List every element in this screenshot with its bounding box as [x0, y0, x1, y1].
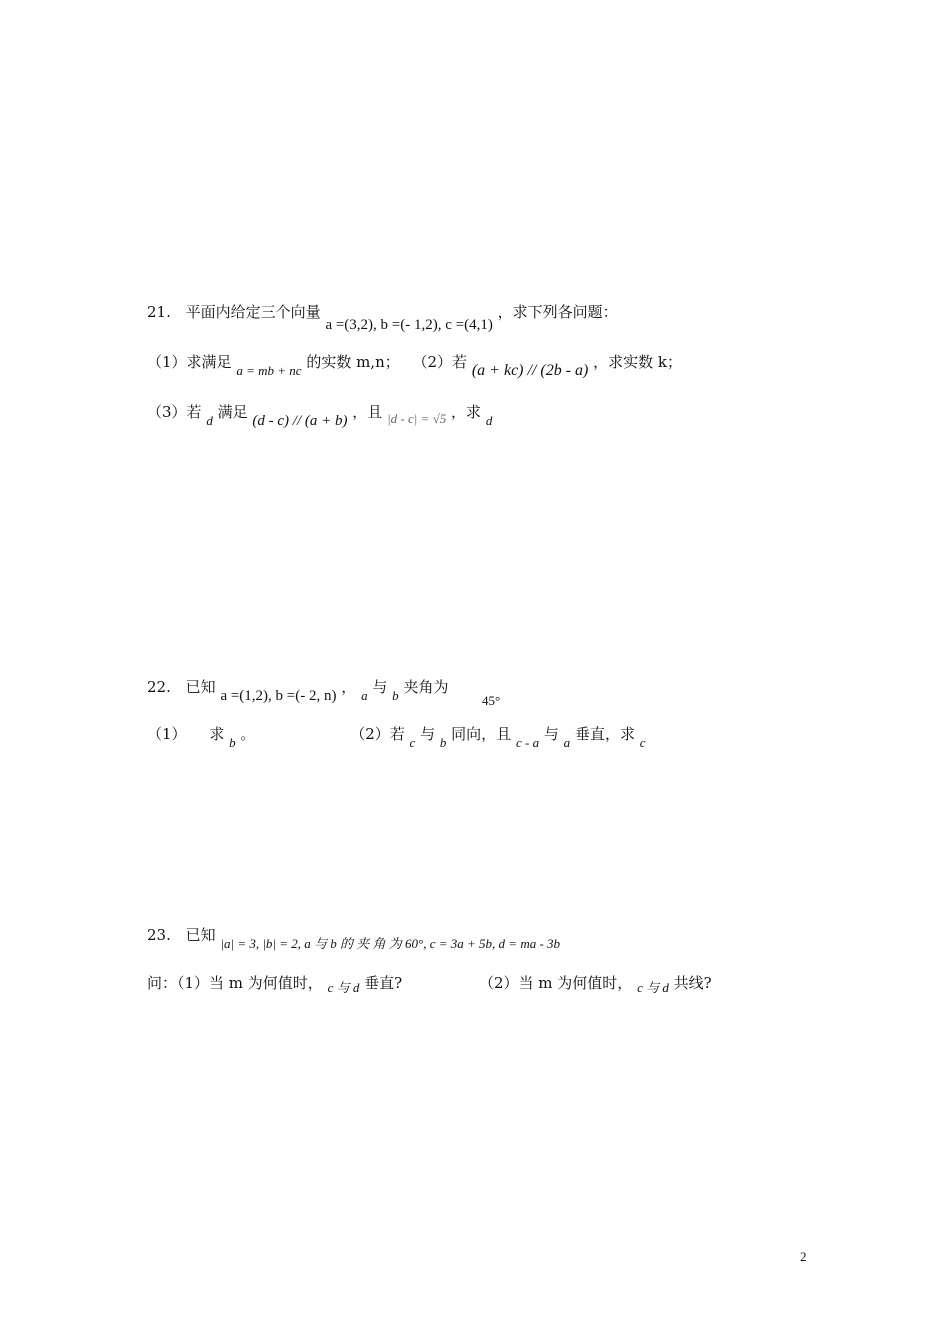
q22-p2-with: 与 [420, 725, 436, 743]
q23-p2-end: 共线? [673, 974, 712, 992]
q21-p3-norm: |d - c| = √5 [387, 411, 447, 426]
q22-angle-text: 夹角为 [403, 678, 449, 696]
q21-p2-expr: (a + kc) // (2b - a) [471, 362, 589, 379]
q23-line2 [147, 973, 712, 994]
q21-ask: ，求下列各问题： [497, 303, 618, 321]
q22-p1-ask: 求 [209, 725, 225, 743]
q22-p1-end: 。 [240, 725, 256, 743]
q23-ask-label: 问：（1）当 m 为何值时， [147, 974, 323, 992]
q22-stem: 已知 [185, 678, 216, 696]
q23-p2-label: （2）当 m 为何值时， [478, 974, 633, 992]
page-number: 2 [800, 1249, 807, 1264]
q21-line2 [147, 352, 683, 379]
q21-line3 [147, 402, 493, 429]
q23-p2-expr: c 与 d [637, 980, 669, 995]
q22-p2-label: （2）若 [350, 725, 405, 743]
q22-p2-end: c [639, 735, 646, 750]
q22-number: 22. [147, 678, 171, 696]
q22-with: 与 [372, 678, 388, 696]
q21-p2-label: （2）若 [412, 353, 468, 371]
q22-p1-label: （1） [147, 725, 187, 743]
q23-p1-end: 垂直? [364, 974, 403, 992]
q22-p1-var: b [229, 735, 236, 750]
q22-p2-with2: 与 [543, 725, 559, 743]
q21-stem: 平面内给定三个向量 [185, 303, 321, 321]
q22-vectors: a =(1,2), b =(- 2, n) [220, 688, 337, 704]
q21-p1-label: （1）求满足 [147, 353, 232, 371]
q22-p2-c: c [409, 735, 416, 750]
q22-p2-a: a [563, 735, 571, 750]
q22-comma: ， [341, 678, 357, 696]
q22-b: b [392, 688, 399, 703]
q22-p2-expr: c - a [515, 735, 540, 750]
q22-p2-perp: 垂直，求 [574, 725, 635, 743]
q21-p3-mid: 满足 [217, 403, 248, 421]
q21-p3-ask: ，求 [451, 403, 482, 421]
q23-number: 23. [147, 926, 171, 944]
q21-p3-end: d [485, 413, 493, 428]
q21-p2-tail: ，求实数 k； [593, 353, 683, 371]
q21-p3-and: ，且 [352, 403, 383, 421]
q23-conditions: |a| = 3, |b| = 2, a 与 b 的 夹 角 为 60°, c = 3a + 5b, d = ma - 3b [220, 936, 561, 951]
q22-line2 [147, 724, 646, 750]
q21-p3-var: d [206, 413, 213, 428]
q23-stem: 已知 [185, 926, 216, 944]
q21-p3-label: （3）若 [147, 403, 202, 421]
q22-p2-b: b [439, 735, 447, 750]
q22-line1 [147, 677, 501, 708]
q22-angle: 45° [482, 693, 501, 708]
q21-vectors: a =(3,2), b =(- 1,2), c =(4,1) [325, 317, 493, 333]
q21-p3-expr: (d - c) // (a + b) [252, 413, 348, 429]
q22-a: a [361, 688, 368, 703]
q21-line1 [147, 302, 618, 333]
q23-p1-expr: c 与 d [327, 980, 360, 995]
q21-p1-tail: 的实数 m,n； [306, 353, 400, 371]
q22-p2-same: 同向，且 [451, 725, 512, 743]
q21-number: 21. [147, 303, 171, 321]
q23-line1 [147, 925, 561, 951]
q21-p1-expr: a = mb + nc [236, 363, 302, 378]
